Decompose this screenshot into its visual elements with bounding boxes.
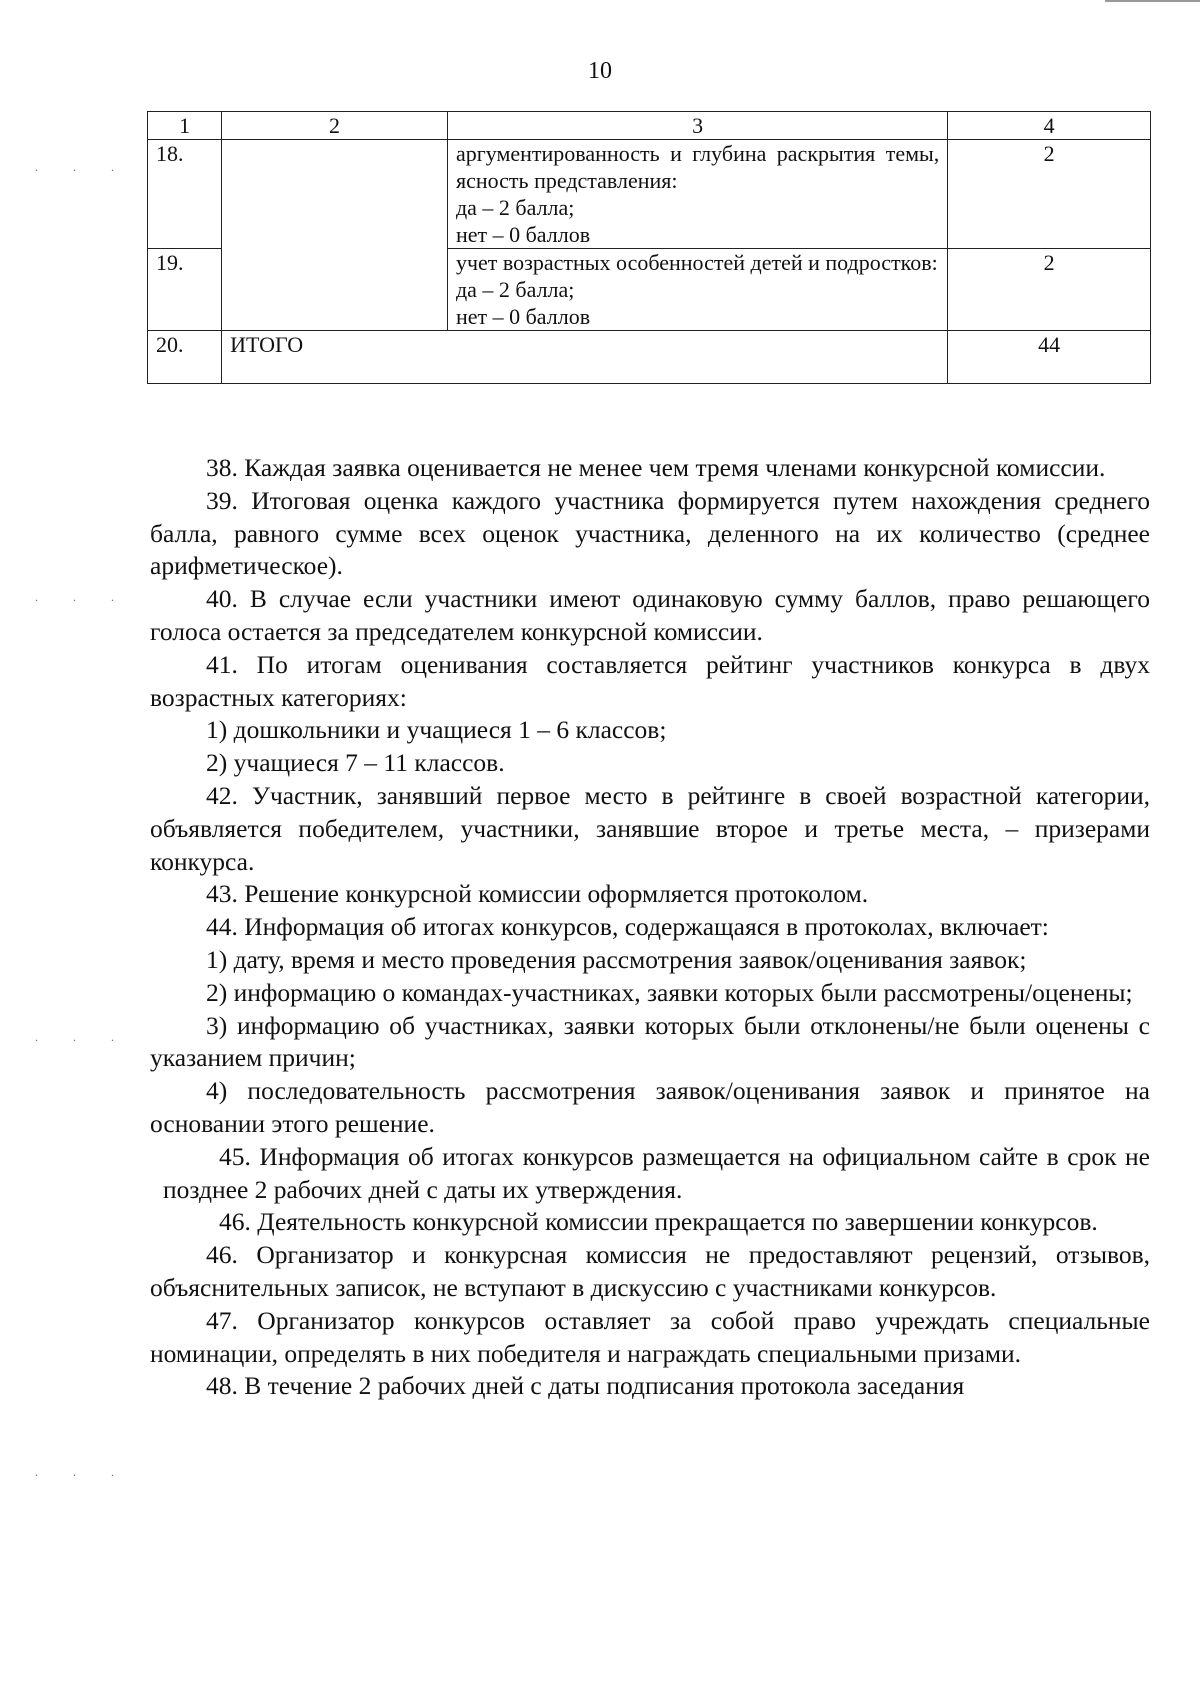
paragraph-42: 42. Участник, занявший первое место в рейтинге в своей возрастной категории, объявляется победителем, участники, занявшие второе и третье места, – призерами конкурса. bbox=[150, 780, 1150, 876]
total-score: 44 bbox=[948, 331, 1151, 384]
margin-punch-dots: . . . bbox=[35, 590, 130, 604]
criterion-option: да – 2 балла; bbox=[455, 195, 575, 220]
criterion-cell bbox=[447, 140, 947, 249]
criterion-option: нет – 0 баллов bbox=[455, 304, 591, 329]
row-number: 19. bbox=[148, 249, 222, 331]
page-number: 10 bbox=[588, 58, 612, 84]
scan-edge-line bbox=[1105, 0, 1200, 2]
margin-punch-dots: . . . bbox=[35, 1465, 130, 1479]
row-number: 20. bbox=[148, 331, 222, 384]
total-label: ИТОГО bbox=[222, 331, 948, 384]
criterion-group-cell bbox=[222, 140, 448, 331]
criterion-text: аргументированность и глубина раскрытия темы, ясность представления: bbox=[455, 141, 940, 193]
header-cell: 2 bbox=[222, 112, 448, 140]
paragraph-46b: 46. Организатор и конкурсная комиссия не предоставляют рецензий, отзывов, объяснительных записок, не вступают в дискуссию с участниками конкурсов. bbox=[150, 1240, 1150, 1302]
table-header-row bbox=[148, 112, 1151, 140]
criterion-option: да – 2 балла; bbox=[455, 277, 575, 302]
header-cell: 1 bbox=[148, 112, 222, 140]
criterion-option: нет – 0 баллов bbox=[455, 222, 591, 247]
list-item: 1) дату, время и место проведения рассмотрения заявок/оценивания заявок; bbox=[206, 944, 1027, 974]
row-number: 18. bbox=[148, 140, 222, 249]
list-item: 1) дошкольники и учащиеся 1 – 6 классов; bbox=[206, 715, 667, 745]
margin-punch-dots: . . . bbox=[35, 160, 130, 174]
list-item: 2) информацию о командах-участниках, заявки которых были рассмотрены/оценены; bbox=[206, 977, 1133, 1007]
score-cell: 2 bbox=[948, 140, 1151, 249]
paragraph-43: 43. Решение конкурсной комиссии оформляется протоколом. bbox=[206, 879, 869, 909]
paragraph-41: 41. По итогам оценивания составляется рейтинг участников конкурса в двух возрастных категориях: bbox=[150, 649, 1150, 712]
header-cell: 4 bbox=[948, 112, 1151, 140]
criterion-cell bbox=[447, 249, 947, 331]
table-row bbox=[148, 140, 1151, 249]
paragraph-44: 44. Информация об итогах конкурсов, содержащаяся в протоколах, включает: bbox=[206, 912, 1049, 942]
paragraph-47: 47. Организатор конкурсов оставляет за собой право учреждать специальные номинации, определять в них победителя и награждать специальными призами. bbox=[150, 1305, 1150, 1368]
paragraph-39: 39. Итоговая оценка каждого участника формируется путем нахождения среднего балла, равного сумме всех оценок участника, деленного на их количество (среднее арифметическое). bbox=[150, 485, 1150, 581]
paragraph-45: 45. Информация об итогах конкурсов размещается на официальном сайте в срок не позднее 2 рабочих дней с даты их утверждения. bbox=[163, 1141, 1150, 1204]
criteria-table bbox=[147, 111, 1151, 384]
score-cell: 2 bbox=[948, 249, 1151, 331]
list-item: 2) учащиеся 7 – 11 классов. bbox=[206, 748, 505, 778]
body-text bbox=[150, 452, 1150, 1403]
list-item: 3) информацию об участниках, заявки которых были отклонены/не были оценены с указанием причин; bbox=[150, 1010, 1150, 1073]
paragraph-46a: 46. Деятельность конкурсной комиссии прекращается по завершении конкурсов. bbox=[219, 1207, 1098, 1237]
header-cell: 3 bbox=[447, 112, 947, 140]
criterion-text: учет возрастных особенностей детей и подростков: bbox=[455, 250, 938, 275]
paragraph-48: 48. В течение 2 рабочих дней с даты подписания протокола заседания bbox=[206, 1371, 965, 1401]
list-item: 4) последовательность рассмотрения заявок/оценивания заявок и принятое на основании этого решение. bbox=[150, 1076, 1150, 1138]
table-total-row bbox=[148, 331, 1151, 384]
paragraph-38: 38. Каждая заявка оценивается не менее чем тремя членами конкурсной комиссии. bbox=[206, 453, 1106, 482]
margin-punch-dots: . . . bbox=[35, 1030, 130, 1044]
paragraph-40: 40. В случае если участники имеют одинаковую сумму баллов, право решающего голоса остается за председателем конкурсной комиссии. bbox=[150, 584, 1150, 646]
